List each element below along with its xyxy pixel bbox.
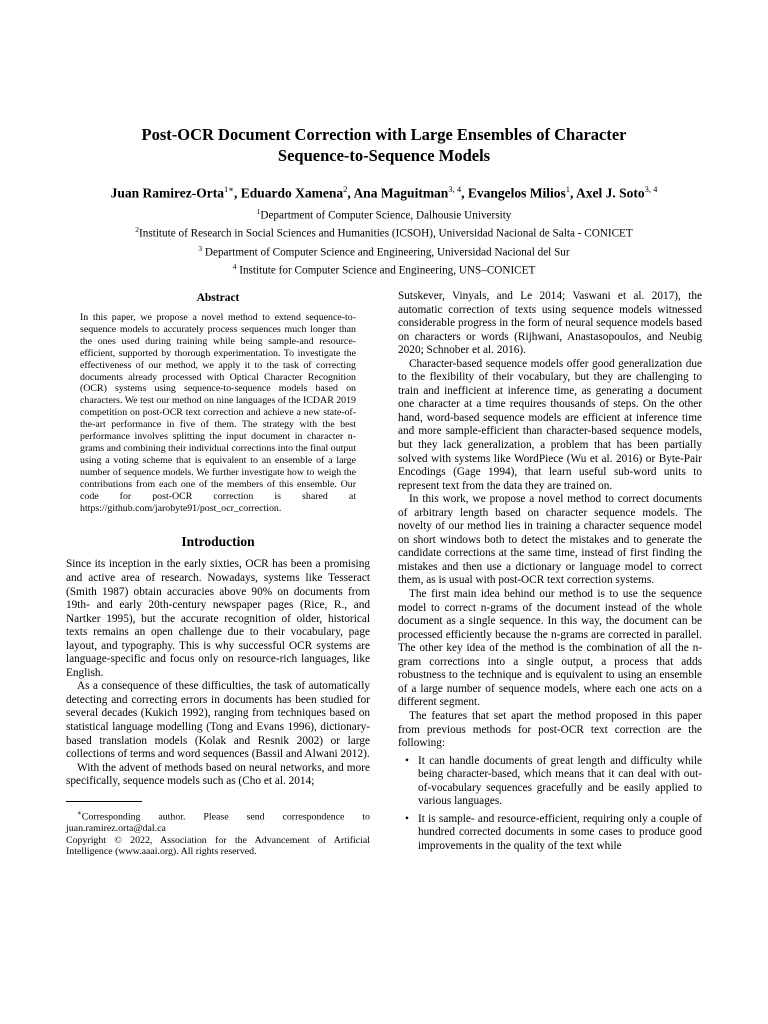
footnote-divider [66, 801, 142, 802]
title-line-2: Sequence-to-Sequence Models [277, 146, 491, 165]
author-affiliation-mark: 1 [565, 184, 570, 194]
affiliation-mark: 1 [256, 207, 261, 216]
affiliation-text: Department of Computer Science, Dalhousie University [260, 209, 512, 222]
author-affiliation-mark: 2 [343, 184, 348, 194]
body-paragraph: With the advent of methods based on neural networks, and more specifically, sequence models such as (Cho et al. 2014; [66, 761, 370, 788]
author-affiliation-mark: 1∗ [224, 184, 235, 194]
author-list: Juan Ramirez-Orta$^{1∗}$, Eduardo Xamena$^2$, Ana Maguitman$^{3, 4}$, Evangelos Milios$^1$, Axel J. Soto$^{3, 4}$ [110, 184, 658, 201]
affiliation-line [30, 205, 738, 223]
affiliation-text: Department of Computer Science and Engineering, Universidad Nacional del Sur [202, 246, 570, 259]
affiliation-list [30, 205, 738, 279]
author-name: Ana Maguitman [353, 185, 449, 201]
bullet-icon: • [405, 812, 409, 825]
title-line-1: Post-OCR Document Correction with Large Ensembles of Character [141, 125, 627, 144]
body-paragraph: In this work, we propose a novel method to correct documents of arbitrary length based on character sequence models. The novelty of our method lies in training a character sequence model on short windows both to detect the mistakes and to generate the candidate corrections at the same time, instead of first finding the mistakes and then use a dictionary or language model to correct them, as is usual with post-OCR text correction systems. [398, 493, 702, 587]
copyright-notice: Copyright © 2022, Association for the Advancement of Artificial Intelligence (www.aaai.org). All rights reserved. [66, 834, 370, 858]
feature-list [398, 755, 702, 854]
affiliation-line [30, 223, 738, 241]
affiliation-mark: 4 [232, 262, 237, 272]
abstract-heading: Abstract [196, 292, 240, 304]
left-column [66, 288, 370, 858]
body-paragraph: Since its inception in the early sixties, OCR has been a promising and active area of research. Nowadays, systems like Tesseract (Smith 1987) obtain accuracies above 90% on documents from 19th- and early 20th-century newspaper pages (Rice, R., and Nartker 1995), but the accurate recognition of older, historical texts remains an open challenge due to their vocabulary, page layout, and typography. This is why successful OCR systems are language-specific and focus only on resource-rich languages, like English. [66, 558, 370, 679]
body-paragraph: The features that set apart the method proposed in this paper from previous methods for post-OCR text correction are the following: [398, 709, 702, 750]
affiliation-text: Institute for Computer Science and Engineering, UNS–CONICET [236, 265, 536, 278]
right-column [398, 290, 702, 853]
list-item: • It can handle documents of great length and difficulty while being character-based, which means that it can deal with out-of-vocabulary sequences gracefully and be easily applied to various languages. [405, 754, 702, 808]
body-paragraph: Sutskever, Vinyals, and Le 2014; Vaswani et al. 2017), the automatic correction of texts using sequence models witnessed considerable progress in the form of neural sequence models based on characters or words (Rijhwani, Anastasopoulos, and Neubig 2020; Schnober et al. 2016). [398, 290, 702, 357]
body-paragraph: Character-based sequence models offer good generalization due to the flexibility of their vocabulary, but they are challenging to train and inefficient at inference time, as generating a document one character at a time requires thousands of steps. On the other hand, word-based sequence models are efficient at inference time and more sample-efficient than character-based sequence models, but they lack generalization, a problem that has been partially solved with systems like WordPiece (Wu et al. 2016) or Byte-Pair Encodings (Gage 1994), that learn useful sub-word units to represent text from the data they are trained on. [398, 357, 702, 492]
author-name: Evangelos Milios [467, 185, 566, 201]
introduction-heading: Introduction [181, 534, 255, 550]
abstract-text: In this paper, we propose a novel method to extend sequence-to-sequence models to accurately process sequences much longer than the ones used during training while being sample-and resource-efficient, supported by thorough experimentation. To investigate the effectiveness of our method, we apply it to the task of correcting documents already processed with Optical Character Recognition (OCR) systems using sequence-to-sequence models based on characters. We test our method on nine languages of the ICDAR 2019 competition on post-OCR text correction and achieve a new state-of-the-art performance in five of them. The strategy with the best performance involves splitting the input document in character n-grams and combining their individual corrections into the final output using a voting scheme that is equivalent to an ensemble of a large number of sequence models. We further investigate how to weigh the contributions from each one of the members of this ensemble. Our code for post-OCR correction is shared at https://github.com/jarobyte91/post_ocr_correction. [80, 312, 356, 514]
affiliation-text: Institute of Research in Social Sciences and Humanities (ICSOH), Universidad Nacional de Salta - CONICET [139, 228, 633, 241]
bullet-icon: • [405, 754, 409, 767]
affiliation-mark: 2 [135, 225, 140, 235]
affiliation-line [30, 260, 738, 278]
footnote-mark: ∗ [77, 808, 82, 817]
author-affiliation-mark: 3, 4 [644, 184, 658, 194]
paper-title [60, 124, 708, 166]
body-paragraph: The first main idea behind our method is to use the sequence model to correct n-grams of the document instead of the whole document as a single sequence. In this way, the document can be processed efficiently because the n-grams are corrected in parallel. The other key idea of the method is the combination of all the n-gram corrections into a single output, a process that adds robustness to the technique and is equivalent to using an ensemble of a large number of sequence models, where each one acts on a different segment. [398, 588, 702, 709]
affiliation-line [30, 242, 738, 260]
corresponding-author-footnote: ∗Corresponding author. Please send correspondence to juan.ramirez.orta@dal.ca [66, 808, 370, 834]
affiliation-mark: 3 [198, 243, 203, 253]
author-affiliation-mark: 3, 4 [448, 184, 462, 194]
body-paragraph: As a consequence of these difficulties, the task of automatically detecting and correcting errors in documents has been studied for several decades (Kukich 1992), ranging from techniques based on statistical language modelling (Tong and Evans 1996), dictionary-based translation models (Kolak and Resnik 2002) or large collections of terms and word sequences (Bassil and Alwani 2012). [66, 680, 370, 761]
author-name: Eduardo Xamena [240, 185, 344, 201]
list-item: • It is sample- and resource-efficient, requiring only a couple of hundred corrected documents in some cases to produce good improvements in the quality of the text while [405, 812, 702, 852]
author-name: Juan Ramirez-Orta [110, 185, 224, 201]
author-name: Axel J. Soto [575, 185, 645, 201]
